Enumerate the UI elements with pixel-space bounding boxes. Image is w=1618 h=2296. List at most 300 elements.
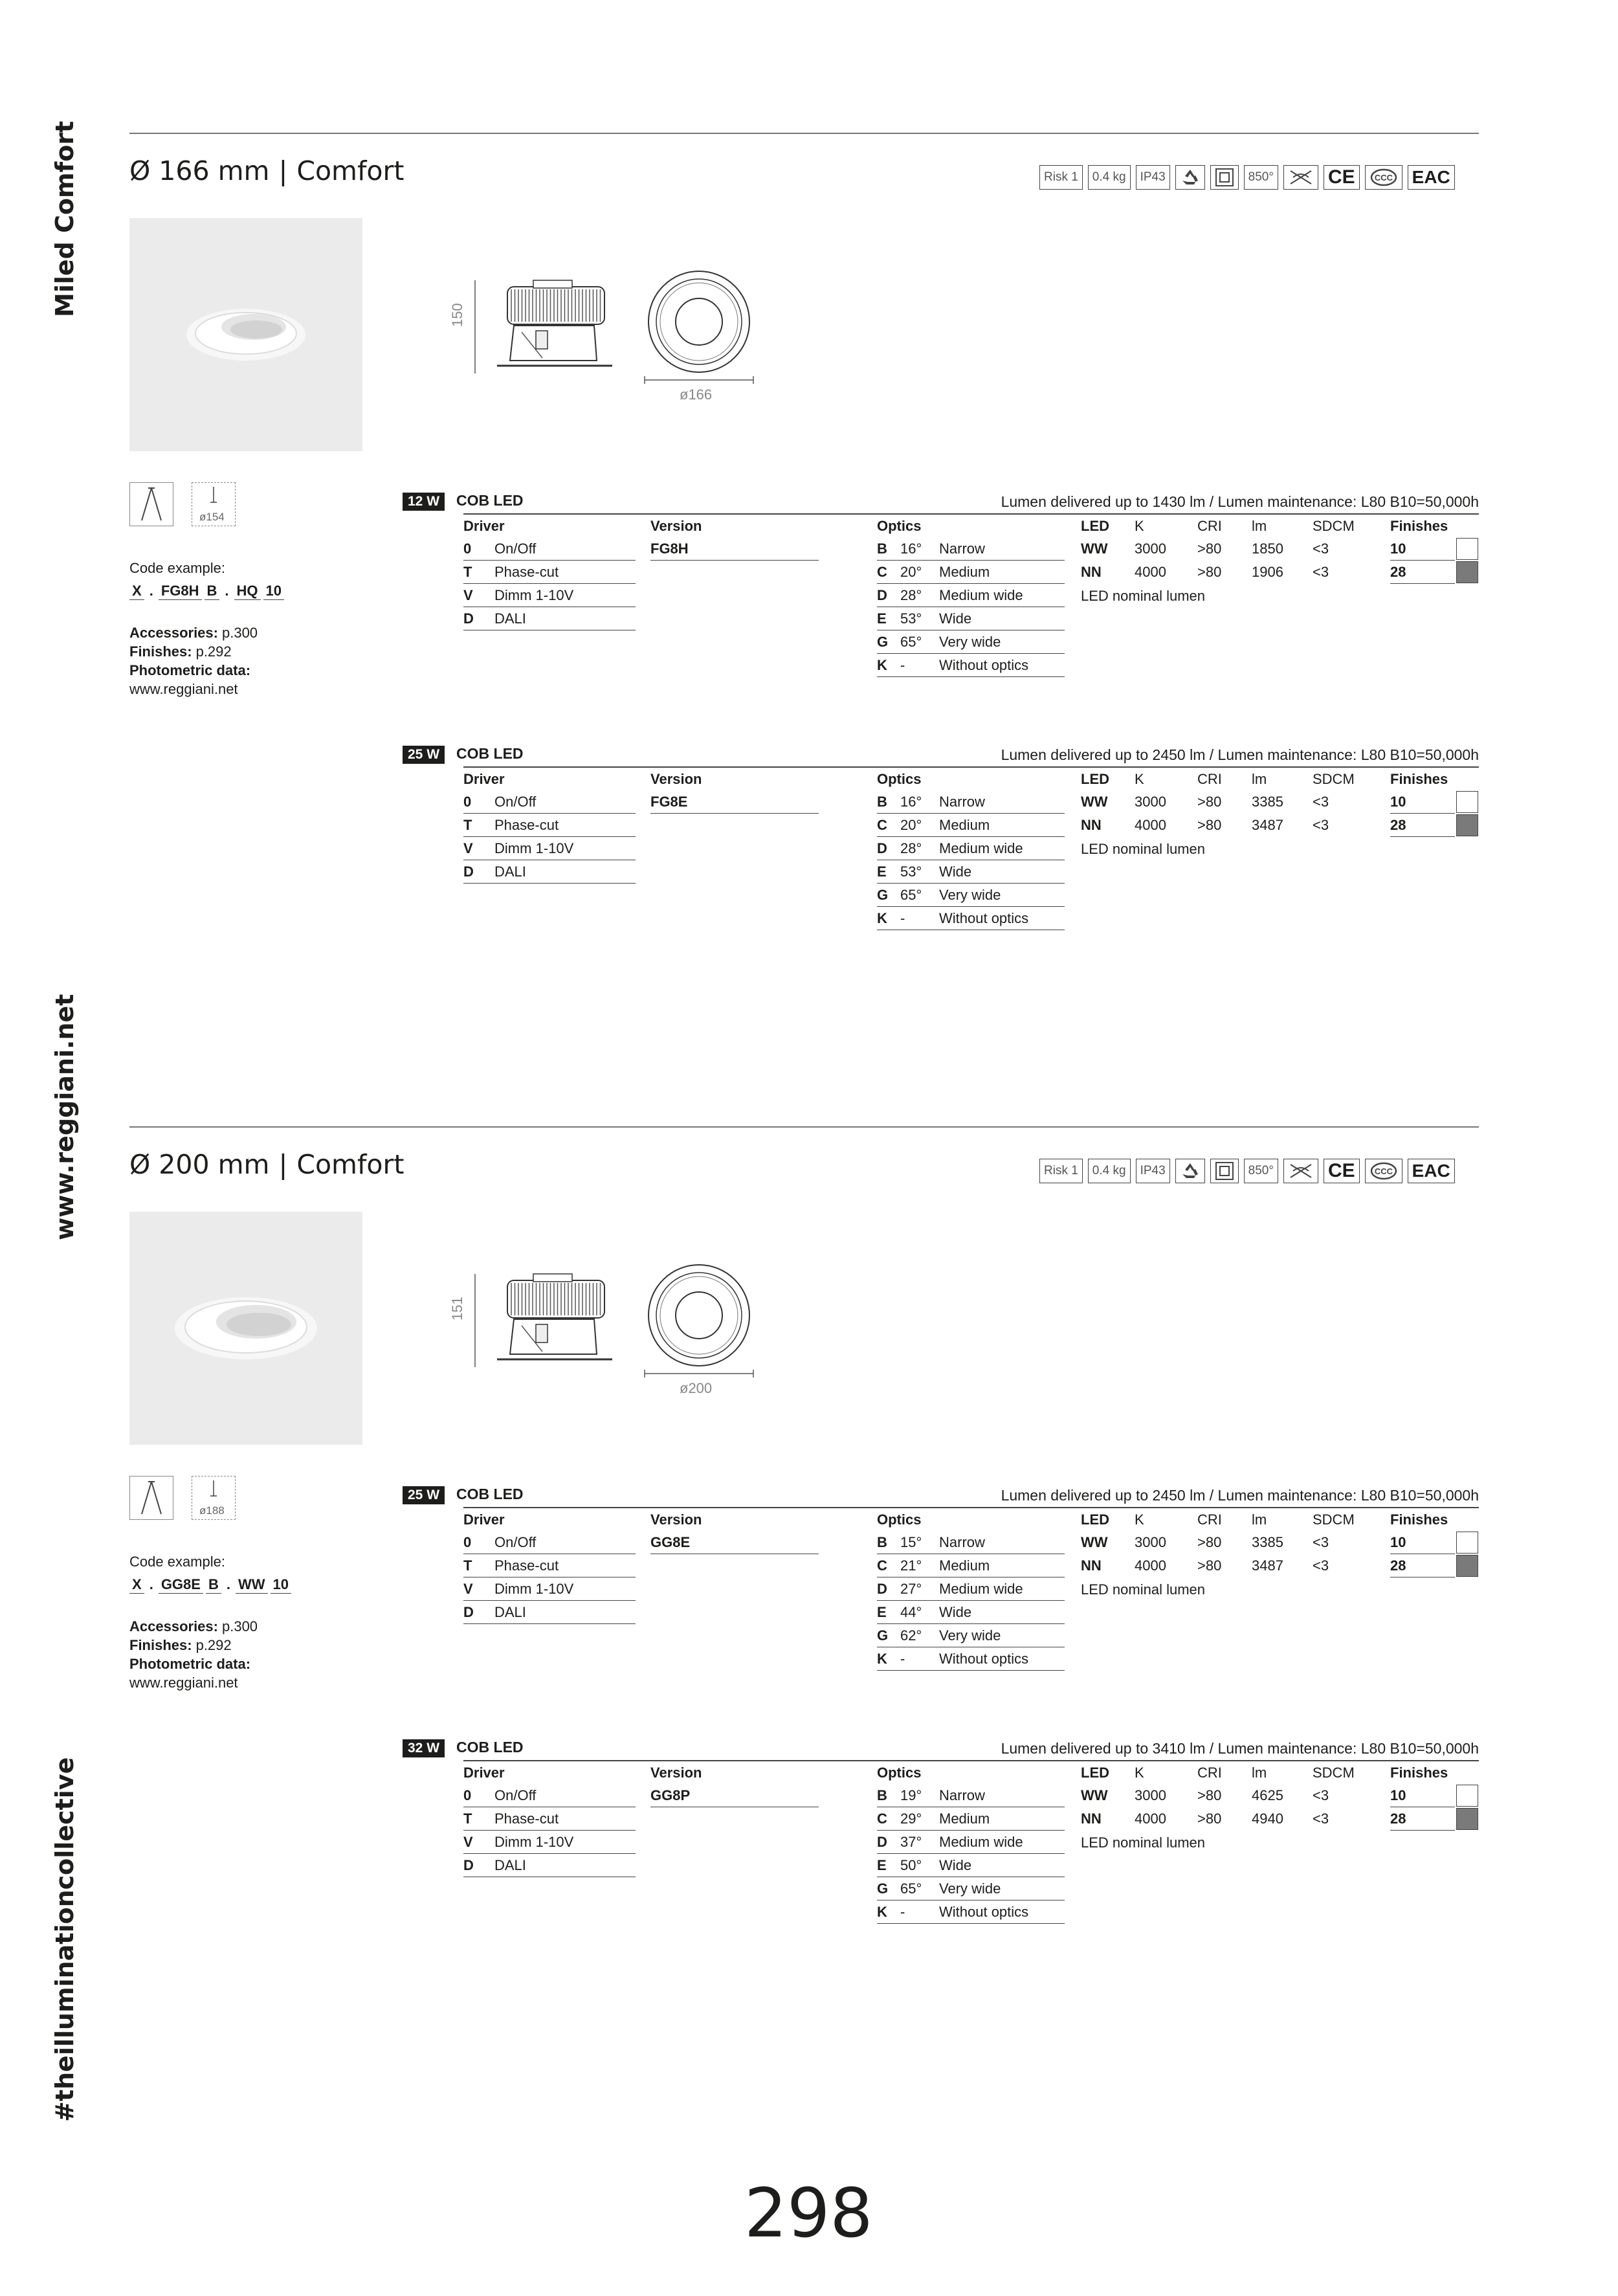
led-code: WW bbox=[1081, 1534, 1108, 1550]
version-row[interactable] bbox=[650, 790, 819, 814]
driver-name: DALI bbox=[494, 610, 526, 627]
optics-row[interactable] bbox=[877, 907, 1065, 930]
wattage-badge: 12 W bbox=[403, 493, 445, 511]
driver-row[interactable] bbox=[463, 1831, 636, 1854]
lm-header: lm bbox=[1252, 1511, 1267, 1528]
class-ii-icon bbox=[1210, 1159, 1239, 1183]
optics-code: C bbox=[877, 563, 887, 580]
led-row[interactable] bbox=[1081, 814, 1372, 837]
optics-name: Narrow bbox=[939, 1533, 985, 1550]
beam-angle-icon bbox=[129, 482, 173, 526]
led-header: LED bbox=[1081, 1511, 1109, 1528]
driver-name: On/Off bbox=[494, 793, 537, 810]
code-part: B bbox=[206, 1576, 221, 1594]
optics-angle: 28° bbox=[900, 586, 922, 603]
optics-row[interactable] bbox=[877, 1624, 1065, 1647]
driver-name: Dimm 1-10V bbox=[494, 840, 574, 856]
title-separator: | bbox=[278, 155, 288, 186]
optics-angle: 65° bbox=[900, 633, 922, 650]
optics-code: K bbox=[877, 1650, 887, 1667]
code-example-label: Code example: bbox=[129, 560, 225, 576]
driver-code: D bbox=[463, 1856, 474, 1873]
optics-header: Optics bbox=[877, 771, 922, 787]
driver-name: On/Off bbox=[494, 540, 537, 557]
finishes-label: Finishes: bbox=[129, 1637, 192, 1653]
driver-code: 0 bbox=[463, 793, 472, 810]
optics-row[interactable] bbox=[877, 1577, 1065, 1601]
recycle-icon bbox=[1175, 1159, 1205, 1183]
led-sdcm: <3 bbox=[1313, 794, 1329, 810]
optics-name: Narrow bbox=[939, 1787, 985, 1803]
ip-rating-icon: IP43 bbox=[1136, 1159, 1170, 1183]
code-part: . bbox=[149, 1576, 153, 1592]
finish-row[interactable] bbox=[1390, 1784, 1455, 1807]
side-view-drawing bbox=[466, 1269, 615, 1372]
driver-row[interactable] bbox=[463, 1577, 636, 1601]
optics-row[interactable] bbox=[877, 607, 1065, 630]
optics-angle: 53° bbox=[900, 863, 922, 880]
led-code: NN bbox=[1081, 817, 1102, 833]
photometric-label: Photometric data: bbox=[129, 1656, 251, 1672]
optics-angle: 20° bbox=[900, 563, 922, 580]
code-part: GG8E bbox=[159, 1576, 203, 1594]
finishes-page[interactable]: p.292 bbox=[195, 643, 232, 660]
optics-name: Medium wide bbox=[939, 1833, 1023, 1850]
optics-angle: - bbox=[900, 1903, 905, 1920]
driver-code: T bbox=[463, 563, 472, 580]
driver-name: Dimm 1-10V bbox=[494, 586, 574, 603]
finish-row[interactable] bbox=[1390, 814, 1455, 837]
led-sdcm: <3 bbox=[1313, 1557, 1329, 1574]
optics-angle: 27° bbox=[900, 1580, 922, 1597]
optics-name: Very wide bbox=[939, 1627, 1001, 1644]
driver-name: Dimm 1-10V bbox=[494, 1833, 574, 1850]
optics-code: B bbox=[877, 793, 887, 810]
ccc-mark-icon bbox=[1365, 165, 1402, 190]
optics-code: C bbox=[877, 816, 887, 833]
led-sdcm: <3 bbox=[1313, 817, 1329, 833]
led-cri: >80 bbox=[1197, 1811, 1222, 1827]
optics-code: G bbox=[877, 886, 889, 903]
variant-rule bbox=[463, 513, 1479, 515]
k-header: K bbox=[1135, 518, 1144, 534]
code-part: 10 bbox=[271, 1576, 291, 1594]
led-code: WW bbox=[1081, 541, 1108, 557]
version-header: Version bbox=[650, 1765, 702, 1781]
optics-code: E bbox=[877, 863, 887, 880]
led-code: NN bbox=[1081, 564, 1102, 580]
optics-angle: - bbox=[900, 656, 905, 673]
optics-name: Medium wide bbox=[939, 1580, 1023, 1597]
optics-angle: 65° bbox=[900, 886, 922, 903]
wattage-badge: 25 W bbox=[403, 746, 445, 764]
code-part: 10 bbox=[263, 583, 284, 600]
optics-code: K bbox=[877, 656, 887, 673]
driver-code: T bbox=[463, 1557, 472, 1574]
led-cri: >80 bbox=[1197, 1534, 1222, 1550]
led-lm: 4940 bbox=[1252, 1811, 1283, 1827]
certification-icons bbox=[1039, 1159, 1455, 1183]
optics-name: Medium wide bbox=[939, 586, 1023, 603]
optics-code: D bbox=[877, 1580, 887, 1597]
sdcm-header: SDCM bbox=[1313, 771, 1355, 787]
product-diameter: Ø 200 mm bbox=[129, 1149, 270, 1180]
driver-code: 0 bbox=[463, 540, 472, 557]
optics-code: K bbox=[877, 1903, 887, 1920]
finish-row[interactable] bbox=[1390, 1531, 1455, 1554]
led-note: LED nominal lumen bbox=[1081, 588, 1205, 604]
driver-code: 0 bbox=[463, 1533, 472, 1550]
lumen-note: Lumen delivered up to 3410 lm / Lumen maintenance: L80 B10=50,000h bbox=[1001, 1740, 1479, 1757]
optics-row[interactable] bbox=[877, 584, 1065, 607]
optics-row[interactable] bbox=[877, 1784, 1065, 1807]
driver-row[interactable] bbox=[463, 607, 636, 630]
optics-angle: 62° bbox=[900, 1627, 922, 1644]
led-type: COB LED bbox=[456, 1739, 524, 1755]
optics-row[interactable] bbox=[877, 1900, 1065, 1924]
driver-row[interactable] bbox=[463, 1854, 636, 1877]
code-example-label: Code example: bbox=[129, 1554, 225, 1570]
finish-row[interactable] bbox=[1390, 1554, 1455, 1577]
led-lm: 1906 bbox=[1252, 564, 1283, 580]
optics-angle: 16° bbox=[900, 540, 922, 557]
lm-header: lm bbox=[1252, 1765, 1267, 1781]
variant-rule bbox=[463, 1507, 1479, 1508]
cutout-dimension: ø154 bbox=[199, 511, 225, 523]
finish-swatch[interactable] bbox=[1456, 814, 1478, 836]
driver-row[interactable] bbox=[463, 1784, 636, 1807]
led-note: LED nominal lumen bbox=[1081, 1581, 1205, 1598]
driver-name: Phase-cut bbox=[494, 816, 559, 833]
optics-angle: 29° bbox=[900, 1810, 922, 1827]
certification-icons bbox=[1039, 165, 1455, 190]
driver-row[interactable] bbox=[463, 561, 636, 584]
led-note: LED nominal lumen bbox=[1081, 1834, 1205, 1851]
optics-angle: 65° bbox=[900, 1880, 922, 1897]
version-header: Version bbox=[650, 518, 702, 534]
ip-rating-icon: IP43 bbox=[1136, 165, 1170, 190]
sdcm-header: SDCM bbox=[1313, 518, 1355, 534]
led-sdcm: <3 bbox=[1313, 1811, 1329, 1827]
optics-code: B bbox=[877, 1787, 887, 1803]
led-row[interactable] bbox=[1081, 1554, 1372, 1577]
finish-code: 28 bbox=[1390, 563, 1406, 580]
diameter-dimension: ø200 bbox=[680, 1380, 713, 1396]
driver-code: D bbox=[463, 863, 474, 880]
finish-swatch[interactable] bbox=[1456, 1555, 1478, 1577]
version-header: Version bbox=[650, 771, 702, 787]
weight-icon: 0.4 kg bbox=[1088, 165, 1131, 190]
cri-header: CRI bbox=[1197, 1511, 1222, 1528]
driver-code: T bbox=[463, 1810, 472, 1827]
led-cri: >80 bbox=[1197, 817, 1222, 833]
driver-code: D bbox=[463, 1603, 474, 1620]
height-dimension: 150 bbox=[449, 303, 465, 327]
finish-row[interactable] bbox=[1390, 790, 1455, 814]
optics-angle: 21° bbox=[900, 1557, 922, 1574]
led-cri: >80 bbox=[1197, 1787, 1222, 1803]
product-name: Comfort bbox=[296, 1149, 404, 1180]
driver-code: V bbox=[463, 1580, 473, 1597]
driver-row[interactable] bbox=[463, 537, 636, 561]
led-lm: 4625 bbox=[1252, 1787, 1283, 1803]
finishes-header: Finishes bbox=[1390, 771, 1448, 787]
optics-row[interactable] bbox=[877, 1877, 1065, 1900]
accessories-reference bbox=[129, 625, 258, 641]
code-example bbox=[129, 583, 287, 600]
optics-name: Medium bbox=[939, 1557, 990, 1574]
accessories-reference bbox=[129, 1618, 258, 1635]
recycle-icon bbox=[1175, 165, 1205, 190]
photometric-link[interactable]: www.reggiani.net bbox=[129, 681, 238, 697]
led-sdcm: <3 bbox=[1313, 1534, 1329, 1550]
optics-code: B bbox=[877, 540, 887, 557]
finish-code: 28 bbox=[1390, 1810, 1406, 1827]
driver-name: On/Off bbox=[494, 1787, 537, 1803]
driver-name: Phase-cut bbox=[494, 563, 559, 580]
version-code: FG8H bbox=[650, 540, 689, 557]
height-dimension: 151 bbox=[449, 1297, 465, 1321]
optics-row[interactable] bbox=[877, 537, 1065, 561]
top-view-drawing bbox=[641, 1264, 757, 1387]
led-sdcm: <3 bbox=[1313, 1787, 1329, 1803]
led-code: NN bbox=[1081, 1557, 1102, 1574]
driver-row[interactable] bbox=[463, 1531, 636, 1554]
version-row[interactable] bbox=[650, 1784, 819, 1807]
led-k: 4000 bbox=[1135, 1557, 1166, 1574]
optics-row[interactable] bbox=[877, 1854, 1065, 1877]
driver-code: V bbox=[463, 840, 473, 856]
driver-header: Driver bbox=[463, 1511, 505, 1528]
led-lm: 1850 bbox=[1252, 541, 1283, 557]
finish-swatch[interactable] bbox=[1456, 538, 1478, 560]
side-view-drawing bbox=[466, 275, 615, 379]
led-cri: >80 bbox=[1197, 1557, 1222, 1574]
led-header: LED bbox=[1081, 1765, 1109, 1781]
led-sdcm: <3 bbox=[1313, 541, 1329, 557]
finishes-label: Finishes: bbox=[129, 643, 192, 660]
finishes-header: Finishes bbox=[1390, 1765, 1448, 1781]
led-row[interactable] bbox=[1081, 537, 1372, 561]
finish-row[interactable] bbox=[1390, 537, 1455, 561]
accessories-page[interactable]: p.300 bbox=[221, 625, 258, 641]
optics-name: Without optics bbox=[939, 656, 1029, 673]
driver-code: T bbox=[463, 816, 472, 833]
driver-row[interactable] bbox=[463, 1601, 636, 1624]
finish-swatch[interactable] bbox=[1456, 1785, 1478, 1807]
driver-row[interactable] bbox=[463, 790, 636, 814]
led-k: 3000 bbox=[1135, 1534, 1166, 1550]
driver-header: Driver bbox=[463, 1765, 505, 1781]
variant-rule bbox=[463, 1760, 1479, 1761]
optics-code: C bbox=[877, 1810, 887, 1827]
optics-code: B bbox=[877, 1533, 887, 1550]
optics-row[interactable] bbox=[877, 1601, 1065, 1624]
variant-header bbox=[403, 1739, 1479, 1757]
finishes-header: Finishes bbox=[1390, 518, 1448, 534]
optics-code: G bbox=[877, 633, 889, 650]
optics-row[interactable] bbox=[877, 884, 1065, 907]
driver-name: DALI bbox=[494, 863, 526, 880]
optics-name: Very wide bbox=[939, 633, 1001, 650]
led-header: LED bbox=[1081, 771, 1109, 787]
photometric-link[interactable]: www.reggiani.net bbox=[129, 1675, 238, 1691]
version-code: GG8E bbox=[650, 1533, 691, 1550]
optics-row[interactable] bbox=[877, 561, 1065, 584]
led-cri: >80 bbox=[1197, 564, 1222, 580]
led-note: LED nominal lumen bbox=[1081, 841, 1205, 857]
sdcm-header: SDCM bbox=[1313, 1511, 1355, 1528]
optics-row[interactable] bbox=[877, 790, 1065, 814]
code-part: . bbox=[149, 583, 153, 599]
led-k: 4000 bbox=[1135, 564, 1166, 580]
product-title bbox=[129, 1149, 404, 1180]
optics-row[interactable] bbox=[877, 860, 1065, 884]
driver-code: V bbox=[463, 1833, 473, 1850]
product-diameter: Ø 166 mm bbox=[129, 155, 270, 186]
variant-header bbox=[403, 745, 1479, 764]
optics-code: G bbox=[877, 1627, 889, 1644]
optics-row[interactable] bbox=[877, 1831, 1065, 1854]
lumen-note: Lumen delivered up to 2450 lm / Lumen maintenance: L80 B10=50,000h bbox=[1001, 1487, 1479, 1504]
driver-row[interactable] bbox=[463, 814, 636, 837]
led-k: 4000 bbox=[1135, 817, 1166, 833]
lumen-note: Lumen delivered up to 2450 lm / Lumen maintenance: L80 B10=50,000h bbox=[1001, 746, 1479, 763]
driver-name: DALI bbox=[494, 1856, 526, 1873]
led-code: WW bbox=[1081, 1787, 1108, 1803]
svg-text:CCC: CCC bbox=[1374, 1166, 1393, 1176]
led-lm: 3385 bbox=[1252, 1534, 1283, 1550]
finish-swatch[interactable] bbox=[1456, 791, 1478, 813]
code-example bbox=[129, 1576, 294, 1594]
optics-row[interactable] bbox=[877, 654, 1065, 677]
finish-row[interactable] bbox=[1390, 1807, 1455, 1831]
driver-row[interactable] bbox=[463, 1807, 636, 1831]
ce-mark-icon: CE bbox=[1324, 1159, 1360, 1183]
version-row[interactable] bbox=[650, 1531, 819, 1554]
optics-code: E bbox=[877, 1856, 887, 1873]
optics-row[interactable] bbox=[877, 837, 1065, 860]
lumen-note: Lumen delivered up to 1430 lm / Lumen maintenance: L80 B10=50,000h bbox=[1001, 493, 1479, 510]
finishes-reference bbox=[129, 1637, 232, 1654]
optics-angle: 37° bbox=[900, 1833, 922, 1850]
led-row[interactable] bbox=[1081, 1531, 1372, 1554]
driver-code: V bbox=[463, 586, 473, 603]
beam-angle-icon bbox=[129, 1476, 173, 1520]
finish-code: 10 bbox=[1390, 540, 1406, 557]
optics-angle: 44° bbox=[900, 1603, 922, 1620]
optics-angle: 53° bbox=[900, 610, 922, 627]
finish-swatch[interactable] bbox=[1456, 1532, 1478, 1554]
optics-row[interactable] bbox=[877, 630, 1065, 654]
optics-angle: 16° bbox=[900, 793, 922, 810]
led-cri: >80 bbox=[1197, 794, 1222, 810]
optics-code: E bbox=[877, 610, 887, 627]
finishes-page[interactable]: p.292 bbox=[195, 1637, 232, 1653]
optics-angle: 50° bbox=[900, 1856, 922, 1873]
led-type: COB LED bbox=[456, 1486, 524, 1502]
version-code: FG8E bbox=[650, 793, 688, 810]
optics-row[interactable] bbox=[877, 1554, 1065, 1577]
finishes-header: Finishes bbox=[1390, 1511, 1448, 1528]
optics-row[interactable] bbox=[877, 1807, 1065, 1831]
temperature-icon: 850° bbox=[1244, 165, 1278, 190]
code-part: B bbox=[205, 583, 220, 600]
optics-row[interactable] bbox=[877, 1647, 1065, 1671]
title-separator: | bbox=[278, 1149, 288, 1180]
risk-group-icon: Risk 1 bbox=[1039, 1159, 1083, 1183]
optics-name: Narrow bbox=[939, 793, 985, 810]
code-part: X bbox=[129, 1576, 144, 1594]
optics-code: G bbox=[877, 1880, 889, 1897]
led-row[interactable] bbox=[1081, 561, 1372, 584]
optics-row[interactable] bbox=[877, 814, 1065, 837]
version-row[interactable] bbox=[650, 537, 819, 561]
code-part: . bbox=[225, 583, 229, 599]
finish-code: 10 bbox=[1390, 1787, 1406, 1803]
optics-name: Medium wide bbox=[939, 840, 1023, 856]
led-row[interactable] bbox=[1081, 790, 1372, 814]
finish-code: 28 bbox=[1390, 816, 1406, 833]
finish-row[interactable] bbox=[1390, 561, 1455, 584]
finish-swatch[interactable] bbox=[1456, 1808, 1478, 1830]
driver-row[interactable] bbox=[463, 860, 636, 884]
optics-angle: 15° bbox=[900, 1533, 922, 1550]
led-k: 3000 bbox=[1135, 1787, 1166, 1803]
optics-name: Without optics bbox=[939, 1903, 1029, 1920]
led-row[interactable] bbox=[1081, 1784, 1372, 1807]
led-k: 3000 bbox=[1135, 794, 1166, 810]
optics-name: Narrow bbox=[939, 540, 985, 557]
finish-swatch[interactable] bbox=[1456, 561, 1478, 583]
finish-code: 28 bbox=[1390, 1557, 1406, 1574]
product-photo bbox=[129, 218, 362, 451]
driver-row[interactable] bbox=[463, 584, 636, 607]
driver-code: 0 bbox=[463, 1787, 472, 1803]
cri-header: CRI bbox=[1197, 518, 1222, 534]
optics-name: Without optics bbox=[939, 1650, 1029, 1667]
version-header: Version bbox=[650, 1511, 702, 1528]
sdcm-header: SDCM bbox=[1313, 1765, 1355, 1781]
optics-name: Medium bbox=[939, 1810, 990, 1827]
product-photo bbox=[129, 1212, 362, 1445]
optics-angle: - bbox=[900, 1650, 905, 1667]
optics-row[interactable] bbox=[877, 1531, 1065, 1554]
accessories-page[interactable]: p.300 bbox=[221, 1618, 258, 1634]
optics-name: Medium bbox=[939, 816, 990, 833]
led-row[interactable] bbox=[1081, 1807, 1372, 1831]
driver-name: Phase-cut bbox=[494, 1557, 559, 1574]
eac-mark-icon: EAC bbox=[1408, 165, 1455, 190]
wattage-badge: 25 W bbox=[403, 1486, 445, 1504]
class-ii-icon bbox=[1210, 165, 1239, 190]
led-k: 4000 bbox=[1135, 1811, 1166, 1827]
no-cover-icon bbox=[1283, 1159, 1318, 1183]
led-k: 3000 bbox=[1135, 541, 1166, 557]
cri-header: CRI bbox=[1197, 1765, 1222, 1781]
driver-row[interactable] bbox=[463, 837, 636, 860]
eac-mark-icon: EAC bbox=[1408, 1159, 1455, 1183]
led-sdcm: <3 bbox=[1313, 564, 1329, 580]
optics-code: K bbox=[877, 909, 887, 926]
ce-mark-icon: CE bbox=[1324, 165, 1360, 190]
k-header: K bbox=[1135, 771, 1144, 787]
driver-row[interactable] bbox=[463, 1554, 636, 1577]
finishes-reference bbox=[129, 643, 232, 660]
side-hashtag-label: #theilluminationcollective bbox=[50, 1757, 79, 2122]
product-title bbox=[129, 155, 404, 186]
led-lm: 3487 bbox=[1252, 817, 1283, 833]
